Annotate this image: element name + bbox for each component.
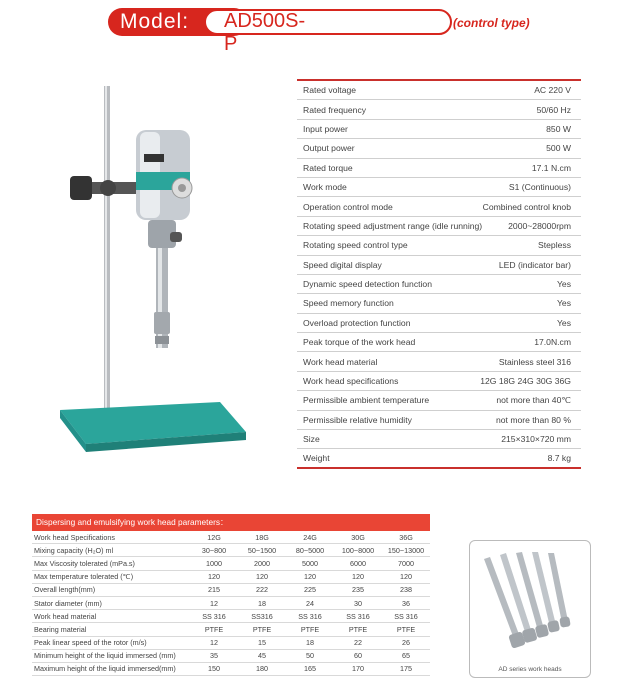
- spec-value: not more than 40℃: [496, 394, 571, 405]
- spec-value: Yes: [556, 279, 571, 290]
- param-cell: 6000: [350, 558, 366, 568]
- param-cell: 30: [354, 598, 362, 608]
- param-cell: 12: [210, 598, 218, 608]
- param-cell: 15: [258, 638, 266, 648]
- param-cell: 150~13000: [387, 545, 425, 555]
- spec-label: Size: [303, 434, 320, 445]
- param-table-title: Dispersing and emulsifying work head parameters：: [32, 514, 430, 531]
- param-row: [32, 584, 430, 597]
- param-cell: 36G: [399, 532, 413, 542]
- spec-row: [297, 333, 581, 352]
- spec-row: [297, 159, 581, 178]
- spec-label: Permissible ambient temperature: [303, 395, 430, 406]
- param-cell: 222: [256, 585, 268, 595]
- param-cell: 12: [210, 638, 218, 648]
- spec-label: Rated torque: [303, 162, 353, 173]
- param-row: [32, 663, 430, 676]
- param-cell: SS 316: [346, 611, 370, 621]
- param-cell: 60: [354, 651, 362, 661]
- param-label: Max temperature tolerated (℃): [34, 572, 134, 582]
- param-label: Maximum height of the liquid immersed(mm): [34, 664, 176, 674]
- spec-label: Output power: [303, 143, 355, 154]
- spec-label: Permissible relative humidity: [303, 414, 412, 425]
- spec-value: Combined control knob: [482, 201, 571, 212]
- spec-value: Stepless: [538, 240, 571, 251]
- param-row: [32, 571, 430, 584]
- spec-row: [297, 391, 581, 410]
- param-cell: 225: [304, 585, 316, 595]
- spec-table: [297, 79, 581, 469]
- param-cell: 50: [306, 651, 314, 661]
- param-label: Work head material: [34, 611, 97, 621]
- param-cell: 80~5000: [295, 545, 325, 555]
- param-cell: 30~800: [201, 545, 227, 555]
- spec-value: 50/60 Hz: [536, 104, 571, 115]
- param-row: [32, 637, 430, 650]
- param-label: Minimum height of the liquid immersed (mm): [34, 651, 176, 661]
- param-row: [32, 531, 430, 544]
- spec-value: 850 W: [546, 123, 571, 134]
- param-cell: 165: [304, 664, 316, 674]
- spec-row: [297, 372, 581, 391]
- param-cell: 2000: [254, 558, 270, 568]
- param-label: Work head Specifications: [34, 532, 115, 542]
- model-value: AD500S-P: [224, 10, 306, 55]
- spec-value: not more than 80 %: [495, 414, 571, 425]
- param-label: Bearing material: [34, 624, 87, 634]
- param-cell: SS316: [251, 611, 273, 621]
- spec-row: [297, 100, 581, 119]
- spec-value: 17.0N.cm: [534, 337, 571, 348]
- param-row: [32, 650, 430, 663]
- spec-value: 17.1 N.cm: [531, 162, 571, 173]
- param-cell: 36: [402, 598, 410, 608]
- spec-row: [297, 430, 581, 449]
- model-note: (control type): [453, 16, 530, 30]
- param-cell: SS 316: [394, 611, 418, 621]
- spec-value: AC 220 V: [534, 85, 571, 96]
- spec-row: [297, 236, 581, 255]
- spec-row: [297, 275, 581, 294]
- spec-row: [297, 352, 581, 371]
- param-cell: SS 316: [298, 611, 322, 621]
- work-heads-caption: AD series work heads: [498, 666, 562, 673]
- spec-label: Input power: [303, 123, 348, 134]
- spec-row: [297, 314, 581, 333]
- work-heads-image: [469, 540, 591, 678]
- param-cell: 238: [400, 585, 412, 595]
- spec-value: S1 (Continuous): [508, 182, 571, 193]
- spec-label: Peak torque of the work head: [303, 337, 416, 348]
- param-cell: 170: [352, 664, 364, 674]
- param-cell: 30G: [351, 532, 365, 542]
- param-cell: 26: [402, 638, 410, 648]
- param-cell: 35: [210, 651, 218, 661]
- param-cell: 12G: [207, 532, 221, 542]
- spec-value: Stainless steel 316: [498, 356, 571, 367]
- spec-label: Speed digital display: [303, 259, 382, 270]
- spec-label: Work mode: [303, 182, 347, 193]
- spec-row: [297, 197, 581, 216]
- spec-label: Rotating speed control type: [303, 240, 408, 251]
- param-cell: 5000: [302, 558, 318, 568]
- spec-row: [297, 139, 581, 158]
- spec-label: Work head material: [303, 356, 378, 367]
- param-cell: 24: [306, 598, 314, 608]
- param-cell: 175: [400, 664, 412, 674]
- param-rows: [32, 531, 430, 676]
- param-cell: 120: [208, 572, 220, 582]
- param-row: [32, 623, 430, 636]
- param-row: [32, 544, 430, 557]
- param-cell: 100~8000: [341, 545, 375, 555]
- spec-label: Operation control mode: [303, 201, 393, 212]
- param-cell: 120: [352, 572, 364, 582]
- param-cell: 180: [256, 664, 268, 674]
- spec-label: Dynamic speed detection function: [303, 279, 432, 290]
- param-cell: 24G: [303, 532, 317, 542]
- param-cell: PTFE: [252, 624, 272, 634]
- param-cell: 18: [306, 638, 314, 648]
- spec-label: Weight: [303, 453, 330, 464]
- param-cell: 18: [258, 598, 266, 608]
- param-cell: 120: [256, 572, 268, 582]
- spec-label: Work head specifications: [303, 376, 399, 387]
- param-row: [32, 597, 430, 610]
- param-cell: 120: [304, 572, 316, 582]
- spec-value: Yes: [556, 298, 571, 309]
- param-cell: 215: [208, 585, 220, 595]
- param-row: [32, 557, 430, 570]
- spec-value: LED (indicator bar): [498, 259, 571, 270]
- spec-value: Yes: [556, 317, 571, 328]
- param-cell: 22: [354, 638, 362, 648]
- param-cell: 65: [402, 651, 410, 661]
- spec-row: [297, 256, 581, 275]
- spec-row: [297, 217, 581, 236]
- param-cell: 45: [258, 651, 266, 661]
- param-cell: PTFE: [396, 624, 416, 634]
- homogenizer-image: [40, 72, 280, 462]
- spec-label: Speed memory function: [303, 298, 394, 309]
- param-cell: 7000: [398, 558, 414, 568]
- param-cell: 18G: [255, 532, 269, 542]
- param-label: Mixing capacity (H₂O) ml: [34, 545, 114, 555]
- param-row: [32, 610, 430, 623]
- spec-label: Rotating speed adjustment range (idle running): [303, 220, 483, 231]
- param-cell: 235: [352, 585, 364, 595]
- spec-row: [297, 294, 581, 313]
- spec-row: [297, 178, 581, 197]
- param-cell: PTFE: [204, 624, 224, 634]
- spec-row: [297, 120, 581, 139]
- spec-row: [297, 449, 581, 468]
- param-cell: SS 316: [202, 611, 226, 621]
- spec-value: 2000~28000rpm: [508, 220, 571, 231]
- param-label: Max Viscosity tolerated (mPa.s): [34, 558, 135, 568]
- spec-value: 12G 18G 24G 30G 36G: [480, 376, 571, 387]
- work-head-param-table: [32, 514, 430, 676]
- spec-label: Rated frequency: [303, 104, 367, 115]
- param-cell: 120: [400, 572, 412, 582]
- spec-label: Overload protection function: [303, 317, 411, 328]
- model-label: Model:: [120, 10, 190, 33]
- spec-row: [297, 81, 581, 100]
- param-cell: 50~1500: [247, 545, 277, 555]
- param-label: Peak linear speed of the rotor (m/s): [34, 638, 147, 648]
- spec-value: 500 W: [546, 143, 571, 154]
- spec-value: 8.7 kg: [547, 453, 571, 464]
- spec-row: [297, 411, 581, 430]
- param-cell: PTFE: [348, 624, 368, 634]
- param-cell: 150: [208, 664, 220, 674]
- param-cell: PTFE: [300, 624, 320, 634]
- spec-label: Rated voltage: [303, 85, 357, 96]
- param-label: Overall length(mm): [34, 585, 96, 595]
- spec-value: 215×310×720 mm: [501, 434, 571, 445]
- param-label: Stator diameter (mm): [34, 598, 102, 608]
- param-cell: 1000: [206, 558, 222, 568]
